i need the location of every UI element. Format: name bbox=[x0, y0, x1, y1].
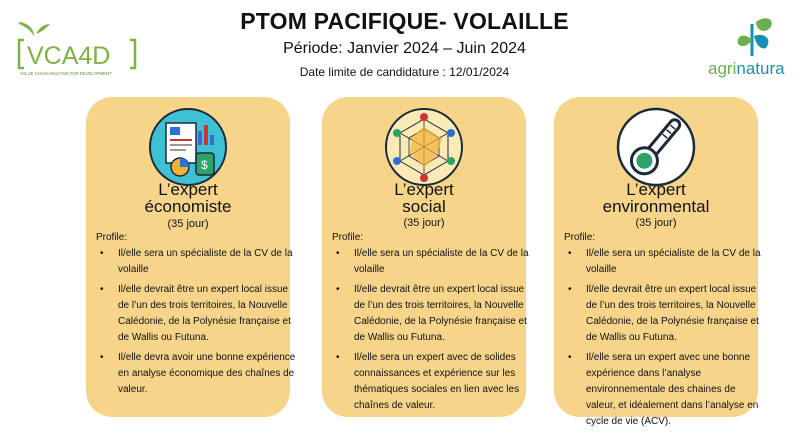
profile-label: Profile: bbox=[564, 232, 596, 243]
bullet-list bbox=[96, 246, 296, 402]
finance-chart-icon bbox=[146, 105, 230, 189]
bullet-list bbox=[564, 246, 764, 434]
profile-label: Profile: bbox=[96, 232, 128, 243]
list-item: • Il/elle sera un expert avec une bonne expérience dans l’analyse environnementale des chaines de valeur, et idéalement dans l’analyse en cycle de vie (ACV). bbox=[564, 350, 764, 430]
thermometer-icon bbox=[614, 105, 698, 189]
svg-text:$: $ bbox=[201, 158, 208, 172]
profile-label: Profile: bbox=[332, 232, 364, 243]
list-item: • Il/elle devrait être un expert local issue de l’un des trois territoires, la Nouvelle Calédonie, de la Polynésie française et de Wallis ou Futuna. bbox=[96, 282, 296, 346]
card-title: L’expert économiste bbox=[144, 180, 232, 216]
list-item: • Il/elle devrait être un expert local issue de l’un des trois territoires, la Nouvelle Calédonie, de la Polynésie française et de Wallis ou Futuna. bbox=[564, 282, 764, 346]
card-duration: (35 jour) bbox=[635, 217, 677, 229]
card-social bbox=[322, 97, 529, 417]
list-item: • Il/elle devrait être un expert local issue de l’un des trois territoires, la Nouvelle Calédonie, de la Polynésie française et de Wallis ou Futuna. bbox=[332, 282, 532, 346]
card-environmental bbox=[554, 97, 761, 427]
bullet-list bbox=[332, 246, 532, 418]
agrinatura-logo-mark bbox=[706, 14, 802, 84]
list-item: • Il/elle sera un spécialiste de la CV de la volaille bbox=[96, 246, 296, 278]
list-item: • Il/elle sera un spécialiste de la CV de la volaille bbox=[332, 246, 532, 278]
deadline-text: Date limite de candidature : 12/01/2024 bbox=[299, 65, 510, 79]
svg-text:agrinatura: agrinatura bbox=[706, 14, 711, 15]
card-title: L’expert environmental bbox=[602, 180, 710, 216]
card-duration: (35 jour) bbox=[403, 217, 445, 229]
social-radar-icon bbox=[382, 105, 466, 189]
agrinatura-logo bbox=[706, 14, 802, 84]
vca4d-logo bbox=[14, 18, 144, 78]
card-economist bbox=[86, 97, 296, 417]
card-duration: (35 jour) bbox=[167, 218, 209, 230]
svg-text:VCA4D: VCA4D bbox=[27, 42, 111, 70]
svg-text:agrinatura: agrinatura bbox=[708, 59, 785, 78]
page-title: PTOM PACIFIQUE- VOLAILLE bbox=[240, 8, 569, 34]
list-item: • Il/elle devra avoir une bonne expérience en analyse économique des chaînes de valeur. bbox=[96, 350, 296, 398]
card-title: L’expert social bbox=[394, 180, 454, 216]
list-item: • Il/elle sera un spécialiste de la CV de la volaille bbox=[564, 246, 764, 278]
period-text: Période: Janvier 2024 – Juin 2024 bbox=[283, 40, 526, 57]
vca4d-logo-mark bbox=[14, 18, 144, 78]
list-item: • Il/elle sera un expert avec de solides connaissances et expérience sur les thématiques sociales en lien avec les chaînes de valeur. bbox=[332, 350, 532, 414]
svg-text:VALUE CHAIN ANALYSIS FOR DEVEL: VALUE CHAIN ANALYSIS FOR DEVELOPMENT bbox=[20, 71, 112, 76]
